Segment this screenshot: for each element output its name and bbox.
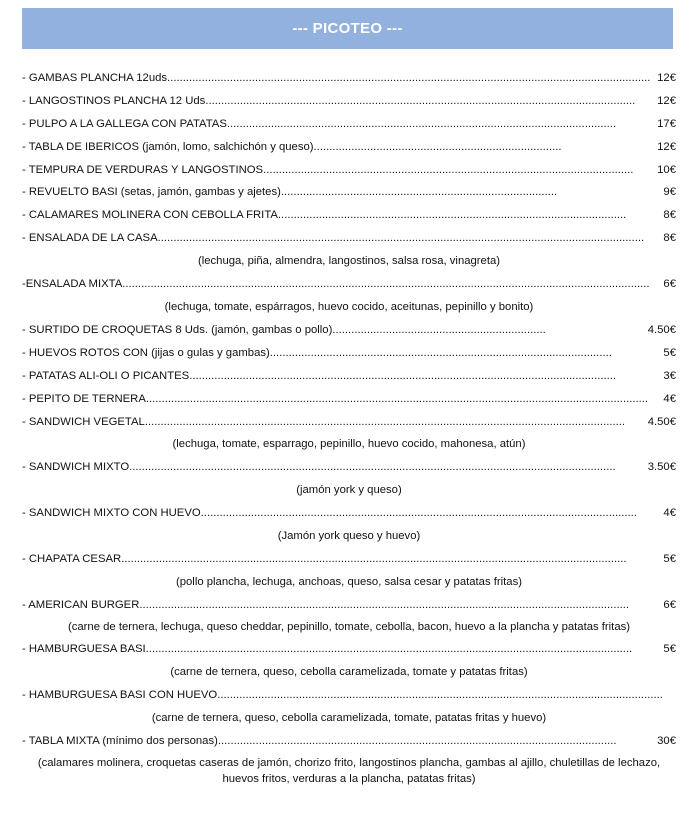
item-name: -ENSALADA MIXTA <box>22 278 123 291</box>
item-name: - SURTIDO DE CROQUETAS 8 Uds. (jamón, gambas o pollo) <box>22 324 333 337</box>
item-price: 8€ <box>663 227 676 250</box>
item-price: 8€ <box>663 204 676 227</box>
item-leader-dots: ........................................................................................................................................ <box>189 369 617 382</box>
item-name: - HUEVOS ROTOS CON (jijas o gulas y gambas) <box>22 346 270 359</box>
item-name: - PULPO A LA GALLEGA CON PATATAS <box>22 117 227 130</box>
item-description: (jamón york y queso) <box>296 484 402 497</box>
item-leader-dots: ........................................................................................................................................................... <box>157 232 645 245</box>
menu-item <box>22 502 676 525</box>
item-name: - GAMBAS PLANCHA 12uds <box>22 72 168 84</box>
item-price: 4.50€ <box>648 319 676 342</box>
item-leader-dots: ............................................................................................................. <box>269 346 612 359</box>
item-description: (Jamón york queso y huevo) <box>277 530 421 543</box>
item-name: - CHAPATA CESAR <box>22 553 122 566</box>
menu-item <box>22 456 676 479</box>
item-price: 4.50€ <box>648 411 676 434</box>
menu-item <box>22 388 676 411</box>
item-name: - SANDWICH VEGETAL <box>22 415 145 428</box>
item-name: - CALAMARES MOLINERA CON CEBOLLA FRITA <box>22 209 278 222</box>
item-description: (carne de ternera, lechuga, queso cheddar, pepinillo, tomate, cebolla, bacon, huevo a la plancha y patatas fritas) <box>67 621 631 634</box>
menu-item <box>22 113 676 136</box>
item-name: - HAMBURGUESA BASI CON HUEVO <box>22 688 218 701</box>
item-price: 12€ <box>657 136 676 159</box>
item-leader-dots: ................................................................................................................................................................. <box>121 553 627 566</box>
item-description: (carne de ternera, queso, cebolla caramelizada, tomate, patatas fritas y huevo) <box>151 711 547 724</box>
item-description: (lechuga, tomate, espárragos, huevo cocido, aceitunas, pepinillo y bonito) <box>164 301 534 314</box>
item-leader-dots: ......................................................................................................................................... <box>205 94 636 107</box>
item-leader-dots: ............................................................................................................................................................ <box>139 599 630 612</box>
item-name: - PATATAS ALI-OLI O PICANTES <box>22 369 190 382</box>
item-description: (lechuga, piña, almendra, langostinos, salsa rosa, vinagreta) <box>197 255 501 268</box>
item-leader-dots: ................................................................................................................................................................ <box>145 392 649 405</box>
item-name: - AMERICAN BURGER <box>22 599 140 612</box>
menu-item <box>22 342 676 365</box>
menu-item <box>22 548 676 571</box>
menu-item <box>22 684 676 707</box>
item-name: - HAMBURGUESA BASI <box>22 643 146 656</box>
menu-list <box>22 67 676 790</box>
item-leader-dots: .......................................................................................................................................................... <box>167 72 651 84</box>
menu-item <box>22 365 676 388</box>
item-leader-dots: ........................................................................................................................................................... <box>145 643 633 656</box>
item-price: 4€ <box>663 388 676 411</box>
item-description: (calamares molinera, croquetas caseras de jamón, chorizo frito, langostinos plancha, gambas al ajillo, chuletillas de lechazo, huevos fritos, verduras a la plancha, patatas fritas) <box>37 756 661 785</box>
item-price: 3.50€ <box>648 456 676 479</box>
section-title: --- PICOTEO --- <box>292 20 403 37</box>
menu-item <box>22 273 676 296</box>
item-name: - TABLA MIXTA (mínimo dos personas) <box>22 734 218 747</box>
menu-item <box>22 319 676 342</box>
menu-item <box>22 730 676 753</box>
item-leader-dots: ...................................................................................................................... <box>263 163 634 176</box>
item-description: (lechuga, tomate, esparrago, pepinillo, huevo cocido, mahonesa, atún) <box>172 438 526 451</box>
menu-item <box>22 411 676 434</box>
item-name: - SANDWICH MIXTO <box>22 461 130 474</box>
item-price: 5€ <box>663 638 676 661</box>
menu-item <box>22 594 676 617</box>
item-price: 6€ <box>663 273 676 296</box>
menu-item <box>22 136 676 159</box>
item-name: - LANGOSTINOS PLANCHA 12 Uds <box>22 94 206 107</box>
item-name: - SANDWICH MIXTO CON HUEVO <box>22 507 201 520</box>
item-name: - TEMPURA DE VERDURAS Y LANGOSTINOS <box>22 163 264 176</box>
menu-item <box>22 159 676 182</box>
item-price: 12€ <box>657 67 676 90</box>
item-price: 30€ <box>657 730 676 753</box>
item-price: 17€ <box>657 113 676 136</box>
item-leader-dots: ........................................................................................................................................................... <box>129 461 616 474</box>
menu-item <box>22 181 676 204</box>
item-price: 9€ <box>663 181 676 204</box>
item-name: - ENSALADA DE LA CASA <box>22 232 158 245</box>
item-leader-dots: ......................................................................................................................................................... <box>144 415 626 428</box>
menu-item <box>22 638 676 661</box>
item-leader-dots: ............................................................................................................................ <box>226 117 617 130</box>
menu-item <box>22 204 676 227</box>
item-description: (pollo plancha, lechuga, anchoas, queso, salsa cesar y patatas fritas) <box>175 576 522 589</box>
item-price: 4€ <box>663 502 676 525</box>
item-leader-dots: ........................................................................................................................................................................ <box>122 278 650 291</box>
item-name: - TABLA DE IBERICOS (jamón, lomo, salchichón y queso) <box>22 140 314 153</box>
item-price: 12€ <box>657 90 676 113</box>
item-name: - PEPITO DE TERNERA <box>22 392 146 405</box>
menu-item <box>22 90 676 113</box>
item-description: (carne de ternera, queso, cebolla caramelizada, tomate y patatas fritas) <box>170 665 528 678</box>
item-leader-dots: .................................................................... <box>332 324 546 337</box>
item-name: - REVUELTO BASI (setas, jamón, gambas y ajetes) <box>22 186 281 199</box>
item-leader-dots: ........................................................................................................................................... <box>200 507 637 520</box>
item-price: 3€ <box>663 365 676 388</box>
item-price: 5€ <box>663 342 676 365</box>
item-leader-dots: ............................................................................... <box>313 140 562 153</box>
item-leader-dots: ........................................................................................ <box>280 186 558 199</box>
item-price: 6€ <box>663 594 676 617</box>
item-leader-dots: ............................................................................................................... <box>277 209 627 222</box>
item-price: 5€ <box>663 548 676 571</box>
item-leader-dots: ............................................................................................................................... <box>217 734 617 747</box>
item-leader-dots: .............................................................................................................................................. <box>217 688 663 701</box>
section-header <box>22 8 673 49</box>
menu-item <box>22 67 676 90</box>
item-price: 10€ <box>657 159 676 182</box>
menu-item <box>22 227 676 250</box>
